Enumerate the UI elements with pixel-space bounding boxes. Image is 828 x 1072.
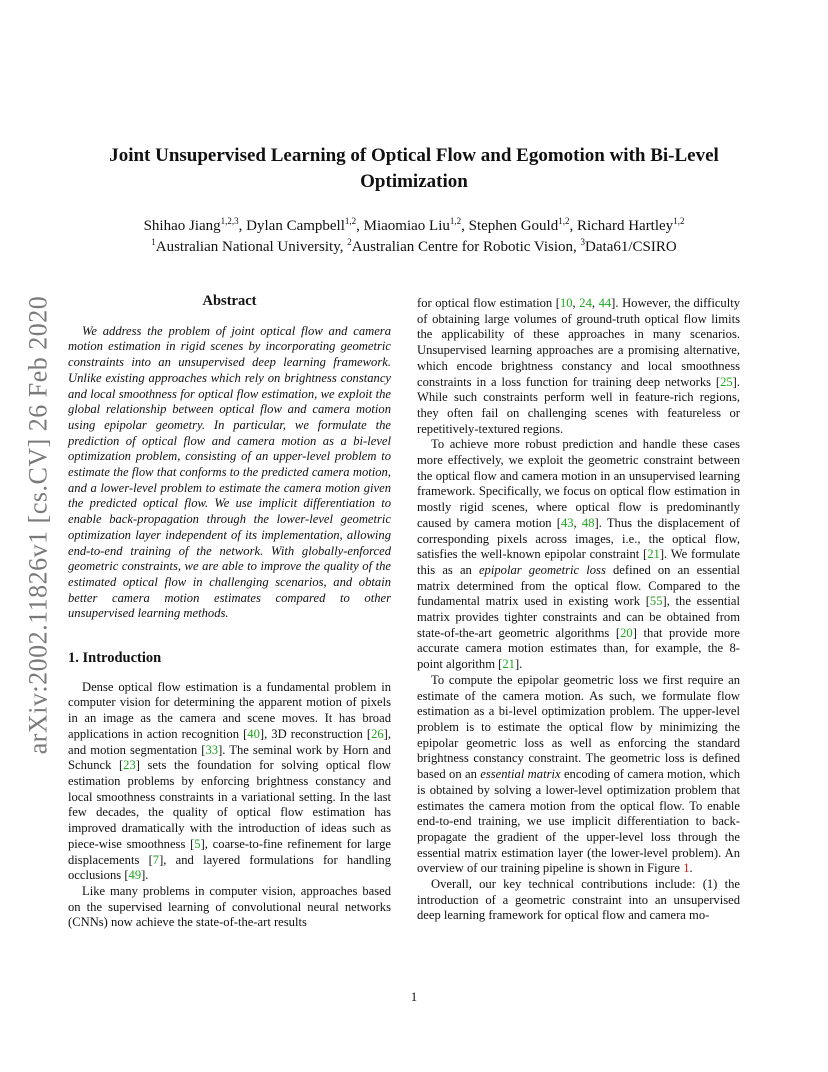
figure-reference-link[interactable]: 1 <box>683 861 690 876</box>
citation-link[interactable]: 24 <box>579 296 592 310</box>
citation-link[interactable]: 23 <box>123 758 136 773</box>
author-affiliation-marker: 1,2 <box>344 216 357 226</box>
affiliation: $^1$Australian National University <box>151 237 340 255</box>
affiliation-marker: 2 <box>347 237 352 247</box>
author-affiliation-marker: 1,2 <box>673 216 685 226</box>
paper-title-line-1: Joint Unsupervised Learning of Optical Flow and Egomotion with Bi-Level <box>109 145 719 166</box>
affiliation: $^3$Data61/CSIRO <box>580 237 677 255</box>
abstract-text: We address the problem of joint optical flow and camera motion estimation in rigid scenes by incorporating geometric constraints into an unsupervised deep learning framework. Unlike existing approaches which rely on brightness constancy and local smoothness for optical flow estimation, we exploit the global relationship between optical flow and camera motion using epipolar geometry. In particular, we formulate the prediction of optical flow and camera motion as a bi-level optimization problem, consisting of an upper-level problem to estimate the flow that conforms to the predicted camera motion, and a lower-level problem to estimate the camera motion given the predicted optical flow. We use implicit differentiation to enable back-propagation through the lower-level geometric optimization layer independent of its implementation, allowing end-to-end training of the network. With globally-enforced geometric constraints, we are able to improve the quality of the estimated optical flow in challenging scenarios, and obtain better camera motion estimates compared to other unsupervised learning methods. <box>68 323 391 621</box>
author-name: Dylan Campbell$^{1,2}$ <box>246 216 357 234</box>
affiliation-marker: 1 <box>151 237 156 247</box>
right-column-paragraphs <box>417 296 740 924</box>
left-column-paragraphs <box>68 680 391 931</box>
citation-link[interactable]: 48 <box>581 515 595 530</box>
author-name: Stephen Gould$^{1,2}$ <box>468 216 570 234</box>
section-heading-introduction: 1. Introduction <box>68 650 162 667</box>
citation-link[interactable]: 26 <box>371 726 384 741</box>
paper-title <box>60 143 768 195</box>
author-name: Miaomiao Liu$^{1,2}$ <box>363 216 462 234</box>
citation-link[interactable]: 43 <box>560 515 574 530</box>
citation-link[interactable]: 44 <box>598 296 612 310</box>
author-affiliation-marker: 1,2,3 <box>220 216 239 226</box>
citation-link[interactable]: 21 <box>647 547 660 562</box>
author-affiliation-marker: 1,2 <box>449 216 462 226</box>
arxiv-watermark <box>24 285 52 765</box>
citation-link[interactable]: 55 <box>649 594 663 609</box>
abstract-heading: Abstract <box>202 293 257 309</box>
author-affiliation-marker: 1,2 <box>558 216 570 226</box>
author-list: Shihao Jiang$^{1,2,3}$, Dylan Campbell$^{1,2}$, Miaomiao Liu$^{1,2}$, Stephen Gould$^{1,2}$, Richard Hartley$^{1,2}$ <box>143 216 685 234</box>
body-paragraph: Dense optical flow estimation is a fundamental problem in computer vision for determining the apparent motion of pixels in an image as the camera and scene moves. It has broad applications in action recognition [40], 3D reconstruction [26], and motion segmentation [33]. The seminal work by Horn and Schunck [23] sets the foundation for solving optical flow estimation problems by enforcing brightness constancy and local smoothness constraints in a variational setting. In the last few decades, the quality of optical flow estimation has improved dramatically with the introduction of ideas such as piece-wise smoothness [5], coarse-to-fine refinement for large displacements [7], and layered formulations for handling occlusions [49]. <box>68 679 392 883</box>
citation-link[interactable]: 33 <box>205 742 219 757</box>
body-paragraph: Overall, our key technical contributions include: (1) the introduction of a geometric constraint into an unsupervised deep learning framework for optical flow and camera mo- <box>417 877 740 923</box>
author-name: Richard Hartley$^{1,2}$ <box>576 216 685 234</box>
affiliation-list: $^1$Australian National University, $^2$Australian Centre for Robotic Vision, $^3$Data61/CSIRO <box>151 237 677 255</box>
body-paragraph: To compute the epipolar geometric loss we first require an estimate of the camera motion. As such, we formulate flow estimation as a bi-level optimization problem. The upper-level problem is to estimate the optical flow by minimizing the epipolar geometric loss as well as enforcing the standard brightness constancy constraint. The geometric loss is defined based on an essential matrix encoding of camera motion, which is obtained by solving a lower-level optimization problem that estimates the camera motion from the optical flow. To enable end-to-end training, we use implicit differentiation to back-propagate the gradient of the upper-level loss through the essential matrix estimation layer (the lower-level problem). An overview of our training pipeline is shown in Figure 1. <box>417 672 740 876</box>
body-paragraph: for optical flow estimation [10, 24, 44]. However, the difficulty of obtaining large volumes of ground-truth optical flow limits the applicability of these approaches in many scenarios. Unsupervised learning approaches are a promising alternative, which encode brightness constancy and local smoothness constraints in a loss function for training deep networks [25]. While such constraints perform well in feature-rich regions, they often fail on challenging scenes with featureless or repetitively-textured regions. <box>417 296 741 436</box>
citation-link[interactable]: 20 <box>620 625 633 640</box>
left-column <box>68 294 391 931</box>
citation-link[interactable]: 25 <box>720 374 733 389</box>
affiliation-marker: 3 <box>580 237 586 247</box>
citation-link[interactable]: 49 <box>128 868 142 883</box>
arxiv-watermark-text: arXiv:2002.11826v1 [cs.CV] 26 Feb 2020 <box>23 295 52 755</box>
citation-link[interactable]: 7 <box>152 852 160 867</box>
right-column <box>417 296 740 924</box>
paper-title-line-2: Optimization <box>360 171 468 192</box>
body-paragraph: Like many problems in computer vision, approaches based on the supervised learning of convolutional neural networks (CNNs) now achieve the state-of-the-art results <box>68 883 391 930</box>
citation-link[interactable]: 21 <box>502 657 515 672</box>
citation-link[interactable]: 40 <box>247 726 260 741</box>
page-number: 1 <box>410 990 418 1004</box>
emphasized-term: essential matrix <box>480 767 561 782</box>
affiliation: $^2$Australian Centre for Robotic Vision <box>347 237 574 255</box>
body-paragraph: To achieve more robust prediction and handle these cases more effectively, we exploit the geometric constraint between the optical flow and camera motion in an unsupervised learning framework. Specifically, we focus on optical flow estimation in mostly rigid scenes, where optical flow is predominantly caused by camera motion [43, 48]. Thus the displacement of corresponding pixels across images, i.e., the optical flow, satisfies the well-known epipolar constraint [21]. We formulate this as an epipolar geometric loss defined on an essential matrix determined from the optical flow. Compared to the fundamental matrix used in existing work [55], the essential matrix provides tighter constraints and can be obtained from state-of-the-art geometric algorithms [20] that provide more accurate camera motion estimates than, for example, the 8-point algorithm [21]. <box>417 437 741 672</box>
author-name: Shihao Jiang$^{1,2,3}$ <box>143 216 239 234</box>
emphasized-term: epipolar geometric loss <box>478 562 606 577</box>
citation-link[interactable]: 5 <box>194 836 201 851</box>
citation-link[interactable]: 10 <box>559 296 573 310</box>
